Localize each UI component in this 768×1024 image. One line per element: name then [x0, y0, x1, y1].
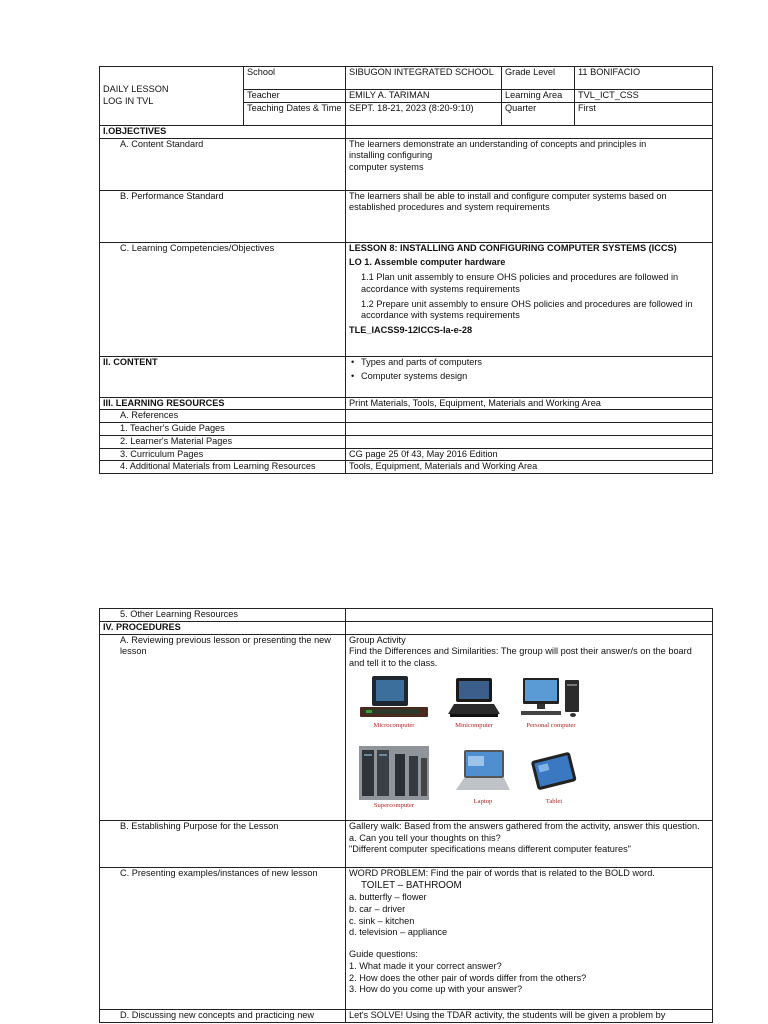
procedures-heading: IV. PROCEDURES: [100, 621, 346, 634]
procedure-b-label: B. Establishing Purpose for the Lesson: [100, 820, 346, 867]
word-problem-text: WORD PROBLEM: Find the pair of words that is related to the BOLD word.: [349, 867, 655, 878]
learners-material-value: [346, 435, 713, 448]
content-standard-line-1: The learners demonstrate an understanding of concepts and principles in: [349, 138, 647, 149]
minicomputer-caption: Minicomputer: [455, 721, 493, 729]
guide-question-3: 3. How do you come up with your answer?: [349, 984, 523, 995]
tablet-caption: Tablet: [545, 797, 563, 805]
minicomputer-figure: [439, 674, 509, 730]
additional-materials-value: Tools, Equipment, Materials and Working Area: [346, 461, 713, 474]
tablet-icon: [528, 748, 580, 796]
procedure-a-label: A. Reviewing previous lesson or presenting the new lesson: [100, 634, 346, 820]
content-standard-line-3: computer systems: [349, 162, 424, 173]
supercomputer-icon: [359, 746, 429, 800]
personal-computer-caption: Personal computer: [526, 721, 576, 729]
guide-questions-heading: Guide questions:: [349, 949, 418, 960]
teaching-dates-value: SEPT. 18-21, 2023 (8:20-9:10): [346, 102, 502, 125]
content-item-2: [349, 371, 709, 383]
procedure-d-label: D. Discussing new concepts and practicing new: [100, 1009, 346, 1022]
content-standard-line-2: installing configuring: [349, 150, 433, 161]
content-standard-value: [346, 138, 713, 190]
performance-standard-label: B. Performance Standard: [100, 190, 346, 242]
procedure-c-value: [346, 867, 713, 1009]
minicomputer-icon: [442, 674, 506, 720]
option-d: d. television – appliance: [349, 927, 448, 938]
microcomputer-caption: Microcomputer: [373, 721, 415, 729]
personal-computer-figure: [513, 674, 589, 730]
lesson-title: LESSON 8: INSTALLING AND CONFIGURING COMPUTER SYSTEMS (ICCS): [349, 242, 677, 253]
lesson-log-table-2: [99, 608, 713, 1023]
option-b: b. car – driver: [349, 903, 406, 914]
objectives-heading: I.OBJECTIVES: [100, 125, 346, 138]
objectives-heading-empty: [346, 125, 713, 138]
bullet-2: •: [351, 371, 355, 382]
performance-standard-value: The learners shall be able to install and configure computer systems based on established procedures and system requirements: [346, 190, 713, 242]
content-item-1-text: Types and parts of computers: [361, 356, 483, 367]
supercomputer-caption: Supercomputer: [373, 801, 415, 809]
teacher-label: Teacher: [244, 90, 346, 103]
quarter-value: First: [575, 102, 713, 125]
content-standard-label: A. Content Standard: [100, 138, 346, 190]
content-list: [346, 356, 713, 397]
competencies-label: C. Learning Competencies/Objectives: [100, 242, 346, 356]
teachers-guide-value: [346, 423, 713, 436]
competency-code: TLE_IACSS9-12ICCS-Ia-e-28: [349, 325, 473, 336]
quarter-label: Quarter: [502, 102, 575, 125]
curriculum-pages-label: 3. Curriculum Pages: [100, 448, 346, 461]
additional-materials-label: 4. Additional Materials from Learning Resources: [100, 461, 346, 474]
log-title: DAILY LESSON LOG IN TVL: [100, 67, 244, 126]
guide-question-2: 2. How does the other pair of words differ from the others?: [349, 972, 587, 983]
resources-heading-value: Print Materials, Tools, Equipment, Materials and Working Area: [346, 397, 713, 410]
guide-question-1: 1. What made it your correct answer?: [349, 960, 502, 971]
teacher-value: EMILY A. TARIMAN: [346, 90, 502, 103]
lo-item-2: 1.2 Prepare unit assembly to ensure OHS policies and procedures are followed in accordance with systems requirements: [361, 298, 693, 321]
lesson-log-table-1: [99, 66, 713, 474]
laptop-icon: [454, 748, 512, 796]
references-label: A. References: [100, 410, 346, 423]
learners-material-label: 2. Learner's Material Pages: [100, 435, 346, 448]
procedure-d-value: Let's SOLVE! Using the TDAR activity, the students will be given a problem by: [346, 1009, 713, 1022]
laptop-caption: Laptop: [473, 797, 493, 805]
procedure-a-line-2: Find the Differences and Similarities: The group will post their answer/s on the board and tell it to the class.: [349, 646, 692, 669]
content-item-2-text: Computer systems design: [361, 371, 468, 382]
supercomputer-figure: [355, 746, 433, 810]
other-resources-label: 5. Other Learning Resources: [100, 609, 346, 622]
curriculum-pages-value: CG page 25 0f 43, May 2016 Edition: [346, 448, 713, 461]
learning-area-label: Learning Area: [502, 90, 575, 103]
procedure-a-value: [346, 634, 713, 820]
bullet-1: •: [351, 356, 355, 367]
computer-types-figure: [355, 674, 595, 820]
procedure-a-line-1: Group Activity: [349, 634, 406, 645]
school-value: SIBUGON INTEGRATED SCHOOL: [346, 67, 502, 90]
lo-item-1: 1.1 Plan unit assembly to ensure OHS policies and procedures are followed in accordance with systems requirements: [361, 272, 679, 294]
references-value: [346, 410, 713, 423]
microcomputer-icon: [356, 674, 432, 720]
teaching-dates-label: Teaching Dates & Time: [244, 102, 346, 125]
content-item-1: [349, 357, 709, 369]
resources-heading: III. LEARNING RESOURCES: [100, 397, 346, 410]
other-resources-value: [346, 609, 713, 622]
competencies-value: [346, 242, 713, 356]
procedure-b-line-2: a. Can you tell your thoughts on this?: [349, 832, 501, 843]
school-label: School: [244, 67, 346, 90]
option-c: c. sink – kitchen: [349, 915, 415, 926]
procedure-b-line-3: "Different computer specifications means different computer features": [349, 844, 631, 855]
word-problem-bold-pair: TOILET – BATHROOM: [361, 879, 462, 891]
grade-level-value: 11 BONIFACIO: [575, 67, 713, 90]
teachers-guide-label: 1. Teacher's Guide Pages: [100, 423, 346, 436]
personal-computer-icon: [517, 674, 585, 720]
laptop-figure: [451, 748, 515, 806]
microcomputer-figure: [355, 674, 433, 730]
procedure-b-value: [346, 820, 713, 867]
procedures-heading-empty: [346, 621, 713, 634]
lo-title: LO 1. Assemble computer hardware: [349, 257, 506, 268]
option-a: a. butterfly – flower: [349, 892, 427, 903]
content-heading: II. CONTENT: [100, 356, 346, 397]
tablet-figure: [523, 748, 585, 806]
procedure-b-line-1: Gallery walk: Based from the answers gathered from the activity, answer this question.: [349, 820, 700, 831]
grade-level-label: Grade Level: [502, 67, 575, 90]
learning-area-value: TVL_ICT_CSS: [575, 90, 713, 103]
procedure-c-label: C. Presenting examples/instances of new lesson: [100, 867, 346, 1009]
